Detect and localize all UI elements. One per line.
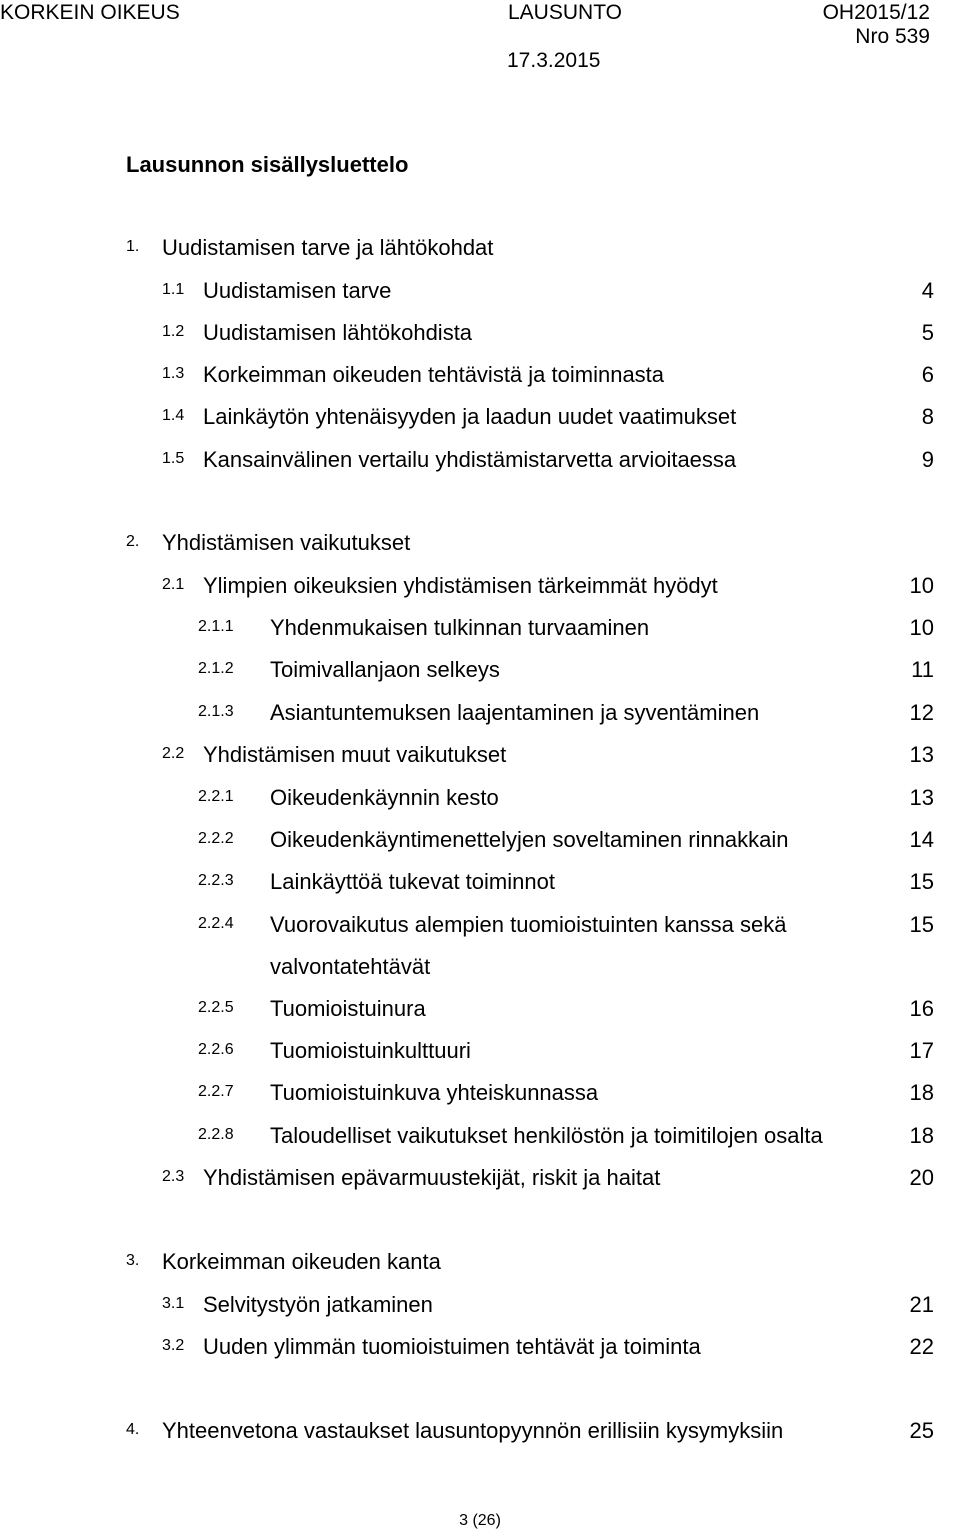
toc-entry xyxy=(0,869,960,899)
toc-entry xyxy=(0,278,960,308)
toc-entry-number: 2.2.7 xyxy=(198,1083,234,1100)
toc-entry xyxy=(0,1418,960,1448)
toc-entry-number: 1.5 xyxy=(162,450,185,467)
toc-entry xyxy=(0,657,960,687)
toc-entry-label: valvontatehtävät xyxy=(270,954,431,979)
toc-entry-number: 2.2.1 xyxy=(198,788,234,805)
toc-entry xyxy=(0,1334,960,1364)
toc-entry-label: Taloudelliset vaikutukset henkilöstön ja toimitilojen osalta xyxy=(270,1123,823,1148)
toc-entry-page: 18 xyxy=(909,1123,934,1148)
toc-entry-page: 12 xyxy=(909,700,934,725)
toc-entry-page: 4 xyxy=(921,278,934,303)
toc-entry-label: Toimivallanjaon selkeys xyxy=(270,657,500,682)
toc-entry xyxy=(0,1292,960,1322)
toc-title: Lausunnon sisällysluettelo xyxy=(126,152,409,177)
toc-entry-label: Kansainvälinen vertailu yhdistämistarvetta arvioitaessa xyxy=(203,447,737,472)
toc-entry-page: 8 xyxy=(921,404,934,429)
toc-entry-label: Korkeimman oikeuden kanta xyxy=(162,1249,441,1274)
toc-entry-label: Oikeudenkäyntimenettelyjen soveltaminen rinnakkain xyxy=(270,827,789,852)
toc-entry-label: Yhdistämisen vaikutukset xyxy=(162,530,411,555)
toc-entry-number: 2.2.6 xyxy=(198,1041,234,1058)
toc-entry-number: 2.2.2 xyxy=(198,830,234,847)
document-type: LAUSUNTO xyxy=(508,1,622,24)
toc-entry-number: 3.1 xyxy=(162,1295,185,1312)
document-date: 17.3.2015 xyxy=(507,49,601,72)
toc-entry-label: Yhteenvetona vastaukset lausuntopyynnön erillisiin kysymyksiin xyxy=(162,1418,784,1443)
toc-entry xyxy=(0,1249,960,1279)
toc-entry xyxy=(0,912,960,942)
toc-entry-label: Oikeudenkäynnin kesto xyxy=(270,785,499,810)
toc-entry-label: Uudistamisen lähtökohdista xyxy=(203,320,473,345)
toc-entry-label: Ylimpien oikeuksien yhdistämisen tärkeimmät hyödyt xyxy=(203,573,718,598)
toc-entry xyxy=(0,742,960,772)
toc-entry-number: 2.2.5 xyxy=(198,999,234,1016)
toc-entry xyxy=(0,235,960,265)
toc-entry-page: 17 xyxy=(909,1038,934,1063)
toc-entry-label: Lainkäytön yhtenäisyyden ja laadun uudet vaatimukset xyxy=(203,404,737,429)
toc-entry xyxy=(0,1080,960,1110)
document-number: Nro 539 xyxy=(855,25,930,48)
toc-entry xyxy=(0,362,960,392)
toc-entry-label: Lainkäyttöä tukevat toiminnot xyxy=(270,869,555,894)
toc-entry-page: 21 xyxy=(909,1292,934,1317)
toc-entry-number: 2.1.1 xyxy=(198,618,234,635)
toc-entry-label: Korkeimman oikeuden tehtävistä ja toiminnasta xyxy=(203,362,665,387)
toc-entry-label: Asiantuntemuksen laajentaminen ja syventäminen xyxy=(270,700,760,725)
toc-entry-label: Uuden ylimmän tuomioistuimen tehtävät ja toiminta xyxy=(203,1334,701,1359)
toc-entry-page: 9 xyxy=(921,447,934,472)
toc-entry-label: Tuomioistuinura xyxy=(270,996,426,1021)
toc-entry-label: Tuomioistuinkuva yhteiskunnassa xyxy=(270,1080,599,1105)
toc-entry-number: 1.1 xyxy=(162,281,185,298)
toc-entry-number: 2.1 xyxy=(162,576,185,593)
toc-entry xyxy=(0,404,960,434)
toc-entry-page: 11 xyxy=(911,657,934,682)
toc-entry-label: Yhdenmukaisen tulkinnan turvaaminen xyxy=(270,615,650,640)
toc-entry xyxy=(0,615,960,645)
toc-entry xyxy=(0,530,960,560)
toc-entry xyxy=(0,447,960,477)
toc-entry-page: 20 xyxy=(909,1165,934,1190)
toc-entry-number: 2.2.3 xyxy=(198,872,234,889)
toc-entry xyxy=(0,1038,960,1068)
toc-entry-page: 22 xyxy=(909,1334,934,1359)
toc-entry-page: 15 xyxy=(909,912,934,937)
toc-entry-number: 2.1.3 xyxy=(198,703,234,720)
page-number: 3 (26) xyxy=(459,1512,501,1529)
toc-entry-continuation xyxy=(0,954,960,984)
toc-entry-number: 2.3 xyxy=(162,1168,185,1185)
toc-entry xyxy=(0,700,960,730)
toc-entry-page: 18 xyxy=(909,1080,934,1105)
toc-entry-page: 13 xyxy=(909,742,934,767)
toc-entry-label: Tuomioistuinkulttuuri xyxy=(270,1038,471,1063)
toc-entry-number: 1.3 xyxy=(162,365,185,382)
toc-entry xyxy=(0,785,960,815)
toc-entry-page: 13 xyxy=(909,785,934,810)
toc-entry-number: 1.4 xyxy=(162,407,185,424)
toc-entry xyxy=(0,1165,960,1195)
toc-entry xyxy=(0,996,960,1026)
court-name: KORKEIN OIKEUS xyxy=(0,1,180,24)
toc-entry-page: 10 xyxy=(909,573,934,598)
toc-entry-number: 2.1.2 xyxy=(198,660,234,677)
toc-entry-page: 14 xyxy=(909,827,934,852)
toc-entry-number: 4. xyxy=(126,1421,140,1438)
toc-entry xyxy=(0,573,960,603)
toc-entry-label: Uudistamisen tarve xyxy=(203,278,392,303)
toc-entry-page: 6 xyxy=(921,362,934,387)
reference-number: OH2015/12 xyxy=(822,1,930,24)
toc-entry-page: 16 xyxy=(909,996,934,1021)
toc-entry-number: 1. xyxy=(126,238,140,255)
toc-entry-number: 1.2 xyxy=(162,323,185,340)
toc-entry-page: 10 xyxy=(909,615,934,640)
toc-entry-page: 5 xyxy=(921,320,934,345)
toc-entry-label: Yhdistämisen epävarmuustekijät, riskit ja haitat xyxy=(203,1165,661,1190)
toc-entry xyxy=(0,1123,960,1153)
toc-entry-number: 2. xyxy=(126,533,140,550)
toc-entry-label: Selvitystyön jatkaminen xyxy=(203,1292,433,1317)
toc-entry-number: 3. xyxy=(126,1252,140,1269)
toc-entry xyxy=(0,827,960,857)
toc-entry-number: 2.2.8 xyxy=(198,1126,234,1143)
toc-entry-label: Uudistamisen tarve ja lähtökohdat xyxy=(162,235,494,260)
toc-entry xyxy=(0,320,960,350)
toc-entry-page: 15 xyxy=(909,869,934,894)
toc-entry-label: Yhdistämisen muut vaikutukset xyxy=(203,742,507,767)
toc-entry-number: 2.2.4 xyxy=(198,915,234,932)
toc-entry-number: 3.2 xyxy=(162,1337,185,1354)
toc-entry-number: 2.2 xyxy=(162,745,185,762)
toc-entry-page: 25 xyxy=(909,1418,934,1443)
toc-entry-label: Vuorovaikutus alempien tuomioistuinten kanssa sekä xyxy=(270,912,787,937)
